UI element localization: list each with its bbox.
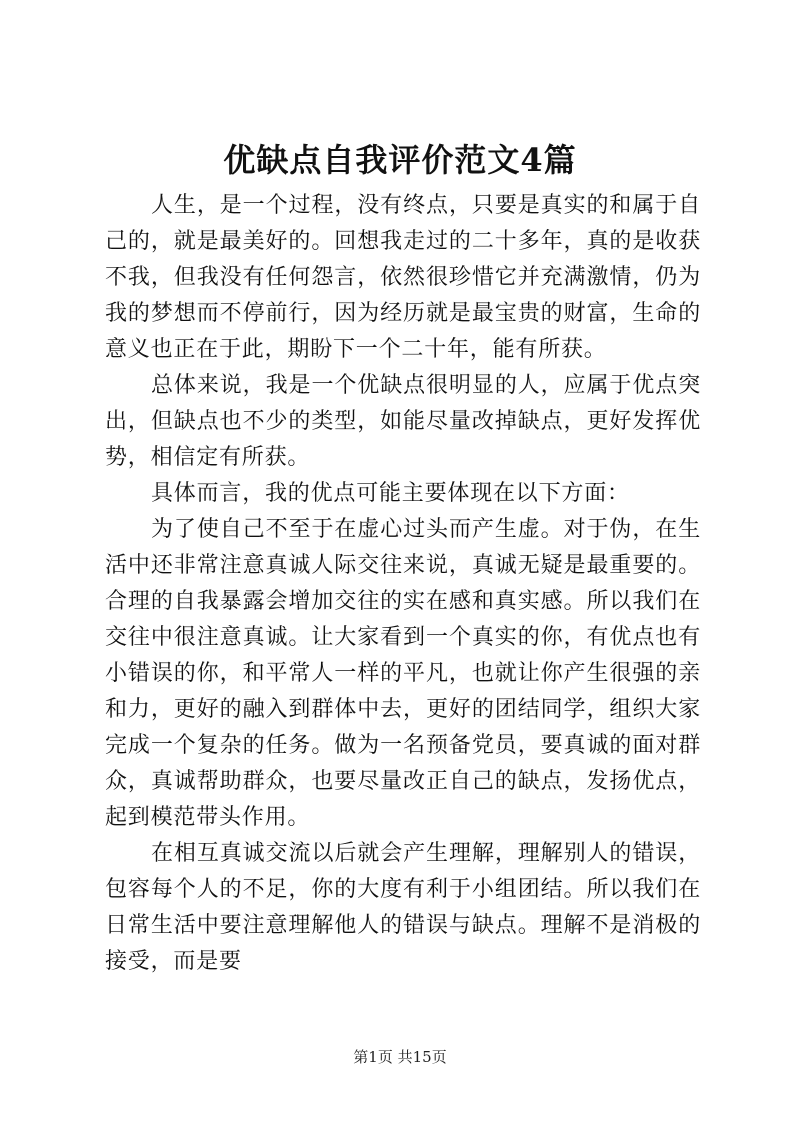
document-body: [105, 188, 701, 980]
page-number-footer: 第1页 共15页: [353, 1048, 447, 1066]
document-title: 优缺点自我评价范文4篇: [223, 141, 577, 179]
paragraph-sincerity: 为了使自己不至于在虚心过头而产生虚。对于伪，在生活中还非常注意真诚人际交往来说，真诚无疑是最重要的。合理的自我暴露会增加交往的实在感和真实感。所以我们在交往中很注意真诚。让大家看到一个真实的你，有优点也有小错误的你，和平常人一样的平凡，也就让你产生很强的亲和力，更好的融入到群体中去，更好的团结同学，组织大家完成一个复杂的任务。做为一名预备党员，要真诚的面对群众，真诚帮助群众，也要尽量改正自己的缺点，发扬优点，起到模范带头作用。: [105, 517, 701, 830]
paragraph-intro: 人生，是一个过程，没有终点，只要是真实的和属于自己的，就是最美好的。回想我走过的二十多年，真的是收获不我，但我没有任何怨言，依然很珍惜它并充满激情，仍为我的梦想而不停前行，因为经历就是最宝贵的财富，生命的意义也正在于此，期盼下一个二十年，能有所获。: [105, 193, 701, 362]
paragraph-specifics-lead: 具体而言，我的优点可能主要体现在以下方面：: [151, 481, 630, 506]
paragraph-understanding: 在相互真诚交流以后就会产生理解，理解别人的错误，包容每个人的不足，你的大度有利于小组团结。所以我们在日常生活中要注意理解他人的错误与缺点。理解不是消极的接受，而是要: [105, 841, 701, 974]
paragraph-overview: 总体来说，我是一个优缺点很明显的人，应属于优点突出，但缺点也不少的类型，如能尽量改掉缺点，更好发挥优势，相信定有所获。: [105, 373, 701, 470]
